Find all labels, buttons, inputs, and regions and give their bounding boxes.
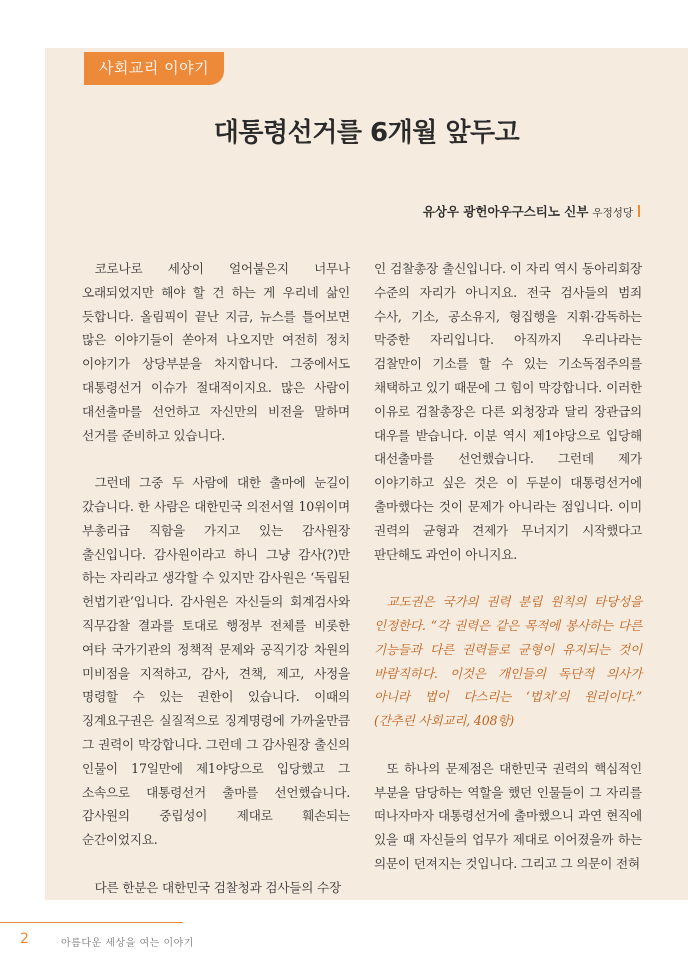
author-name: 유상우 광헌아우구스티노 신부: [422, 204, 589, 219]
byline: [423, 201, 640, 220]
catechism-quote: 교도권은 국가의 권력 분립 원칙의 타당성을 인정한다. “각 권력은 같은 목적에 봉사하는 다른 기능들과 다른 권력들로 균형이 유지되는 것이 바람직하다. 이것은 개인들의 독단적 의사가 아니라 법이 다스리는 ‘법치’의 원리이다.” (간추린 사회교리, 408항): [374, 594, 642, 729]
footer-divider: [0, 922, 183, 923]
paragraph: 인 검찰총장 출신입니다. 이 자리 역시 동아리회장 수준의 자리가 아니지요. 전국 검사들의 범죄 수사, 기소, 공소유지, 형집행을 지휘·감독하는 막중한 자리입니다. 아직까지 우리나라는 검찰만이 기소를 할 수 있는 기소독점주의를 채택하고 있기 때문에 그 힘이 막강합니다. 이러한 이유로 검찰총장은 다른 외청장과 달리 장관급의 대우를 받습니다. 이분 역시 제1야당으로 입당해 대선출마를 선언했습니다. 그런데 제가 이야기하고 싶은 것은 이 두분이 대통령선거에 출마했다는 것이 문제가 아니라는 점입니다. 이미 권력의 균형과 견제가 무너지기 시작했다고 판단해도 과언이 아니지요.: [374, 261, 642, 562]
paragraph: 그런데 그중 두 사람에 대한 출마에 눈길이 갔습니다. 한 사람은 대한민국 의전서열 10위이며 부총리급 직함을 가지고 있는 감사원장 출신입니다. 감사원이라고 하니 그냥 감사(?)만 하는 자리라고 생각할 수 있지만 감사원은 ‘독립된 헌법기관’입니다. 감사원은 자신들의 회계검사와 직무감찰 결과를 토대로 행정부 전체를 비롯한 여타 국가기관의 정책적 문제와 공직기강 차원의 미비점을 지적하고, 감사, 견책, 제고, 사정을 명령할 수 있는 권한이 있습니다. 이때의 징계요구권은 실질적으로 징계명령에 가까울만큼 그 권력이 막강합니다. 그런데 그 감사원장 출신의 인물이 17일만에 제1야당으로 입당했고 그 소속으로 대통령선거 출마를 선언했습니다. 감사원의 중립성이 제대로 훼손되는 순간이었지요.: [82, 475, 350, 848]
category-tab: 사회교리 이야기: [84, 52, 224, 85]
paragraph: 또 하나의 문제점은 대한민국 권력의 핵심적인 부분을 담당하는 역할을 했던 인물들이 그 자리를 떠나자마자 대통령선거에 출마했으니 과연 현직에 있을 때 자신들의 업무가 제대로 이어졌을까 하는 의문이 던져지는 것입니다. 그리고 그 의문이 전혀: [374, 760, 642, 871]
right-column: [374, 257, 642, 876]
byline-accent-bar: [638, 205, 640, 217]
publication-title: 아름다운 세상을 여는 이야기: [61, 938, 194, 949]
page-number: 2: [20, 931, 29, 947]
author-parish: 우정성당: [592, 207, 633, 219]
paragraph: 다른 한분은 대한민국 검찰청과 검사들의 수장: [94, 879, 341, 895]
left-column: [82, 257, 350, 900]
paragraph: 코로나로 세상이 얼어붙은지 너무나 오래되었지만 해야 할 건 하는 게 우리네 삶인 듯합니다. 올림픽이 끝난 지금, 뉴스를 틀어보면 많은 이야기들이 쏟아져 나오지만 여전히 정치 이야기가 상당부분을 차지합니다. 그중에서도 대통령선거 이슈가 절대적이지요. 많은 사람이 대선출마를 선언하고 자신만의 비전을 말하며 선거를 준비하고 있습니다.: [82, 261, 350, 443]
article-title: 대통령선거를 6개월 앞두고: [213, 118, 520, 148]
